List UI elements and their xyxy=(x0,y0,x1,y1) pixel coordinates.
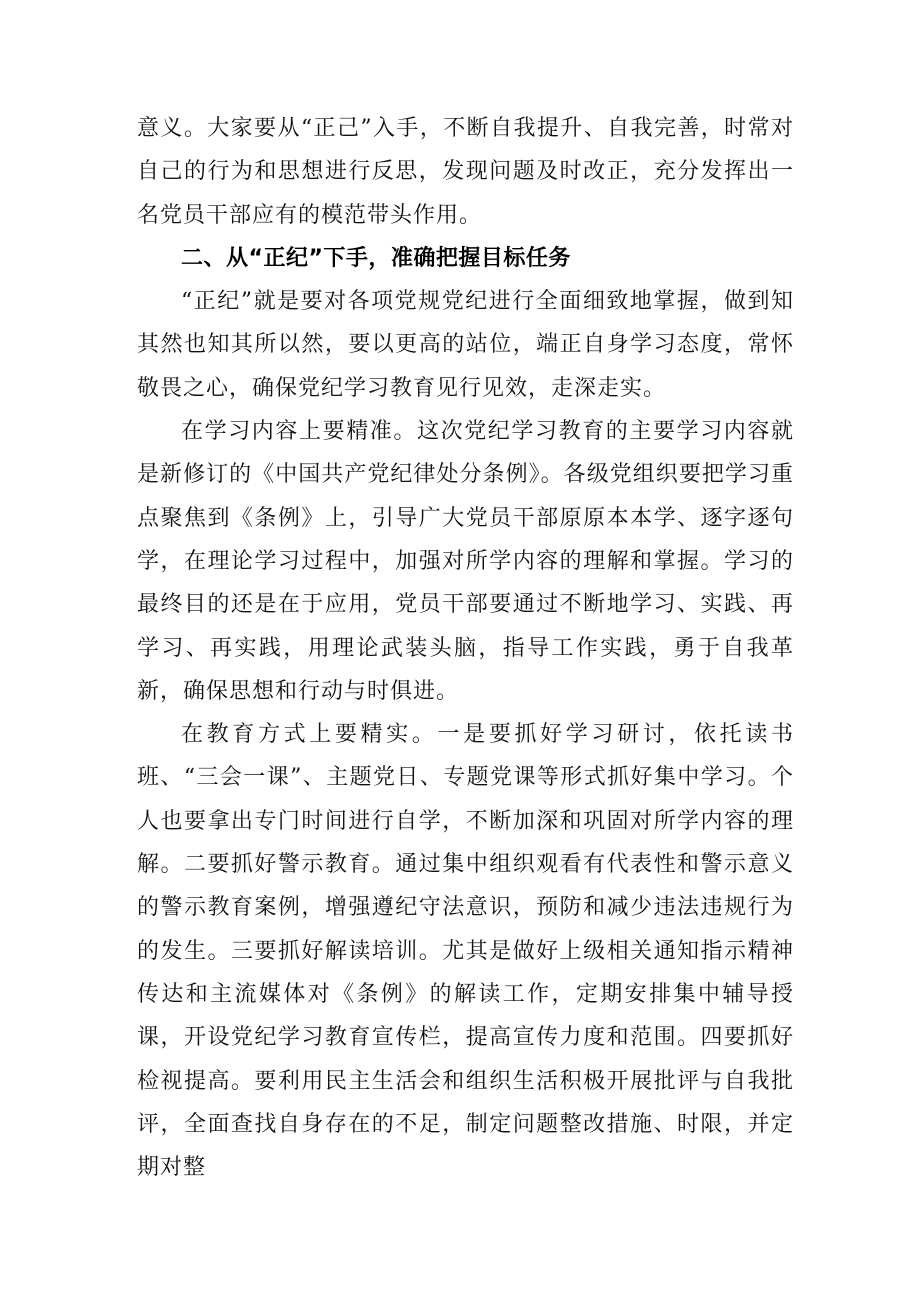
paragraph-zhengji-intro: “正纪”就是要对各项党规党纪进行全面细致地掌握，做到知其然也知其所以然，要以更高的站位，端正自身学习态度，常怀敬畏之心，确保党纪学习教育见行见效，走深走实。 xyxy=(137,289,794,401)
paragraph-education-method: 在教育方式上要精实。一是要抓好学习研讨，依托读书班、“三会一课”、主题党日、专题党课等形式抓好集中学习。个人也要拿出专门时间进行自学，不断加深和巩固对所学内容的理解。二要抓好警示教育。通过集中组织观看有代表性和警示意义的警示教育案例，增强遵纪守法意识，预防和减少违法违规行为的发生。三要抓好解读培训。尤其是做好上级相关通知指示精神传达和主流媒体对《条例》的解读工作，定期安排集中辅导授课，开设党纪学习教育宣传栏，提高宣传力度和范围。四要抓好检视提高。要利用民主生活会和组织生活积极开展批评与自我批评，全面查找自身存在的不足，制定问题整改措施、时限，并定期对整 xyxy=(137,722,794,1181)
section-heading: 二、从“正纪”下手，准确把握目标任务 xyxy=(181,245,571,271)
document-body xyxy=(137,107,794,1189)
paragraph-continued: 意义。大家要从“正己”入手，不断自我提升、自我完善，时常对自己的行为和思想进行反思，发现问题及时改正，充分发挥出一名党员干部应有的模范带头作用。 xyxy=(137,116,794,228)
paragraph-learning-content: 在学习内容上要精准。这次党纪学习教育的主要学习内容就是新修订的《中国共产党纪律处分条例》。各级党组织要把学习重点聚焦到《条例》上，引导广大党员干部原原本本学、逐字逐句学，在理论学习过程中，加强对所学内容的理解和掌握。学习的最终目的还是在于应用，党员干部要通过不断地学习、实践、再学习、再实践，用理论武装头脑，指导工作实践，勇于自我革新，确保思想和行动与时俱进。 xyxy=(137,419,794,704)
